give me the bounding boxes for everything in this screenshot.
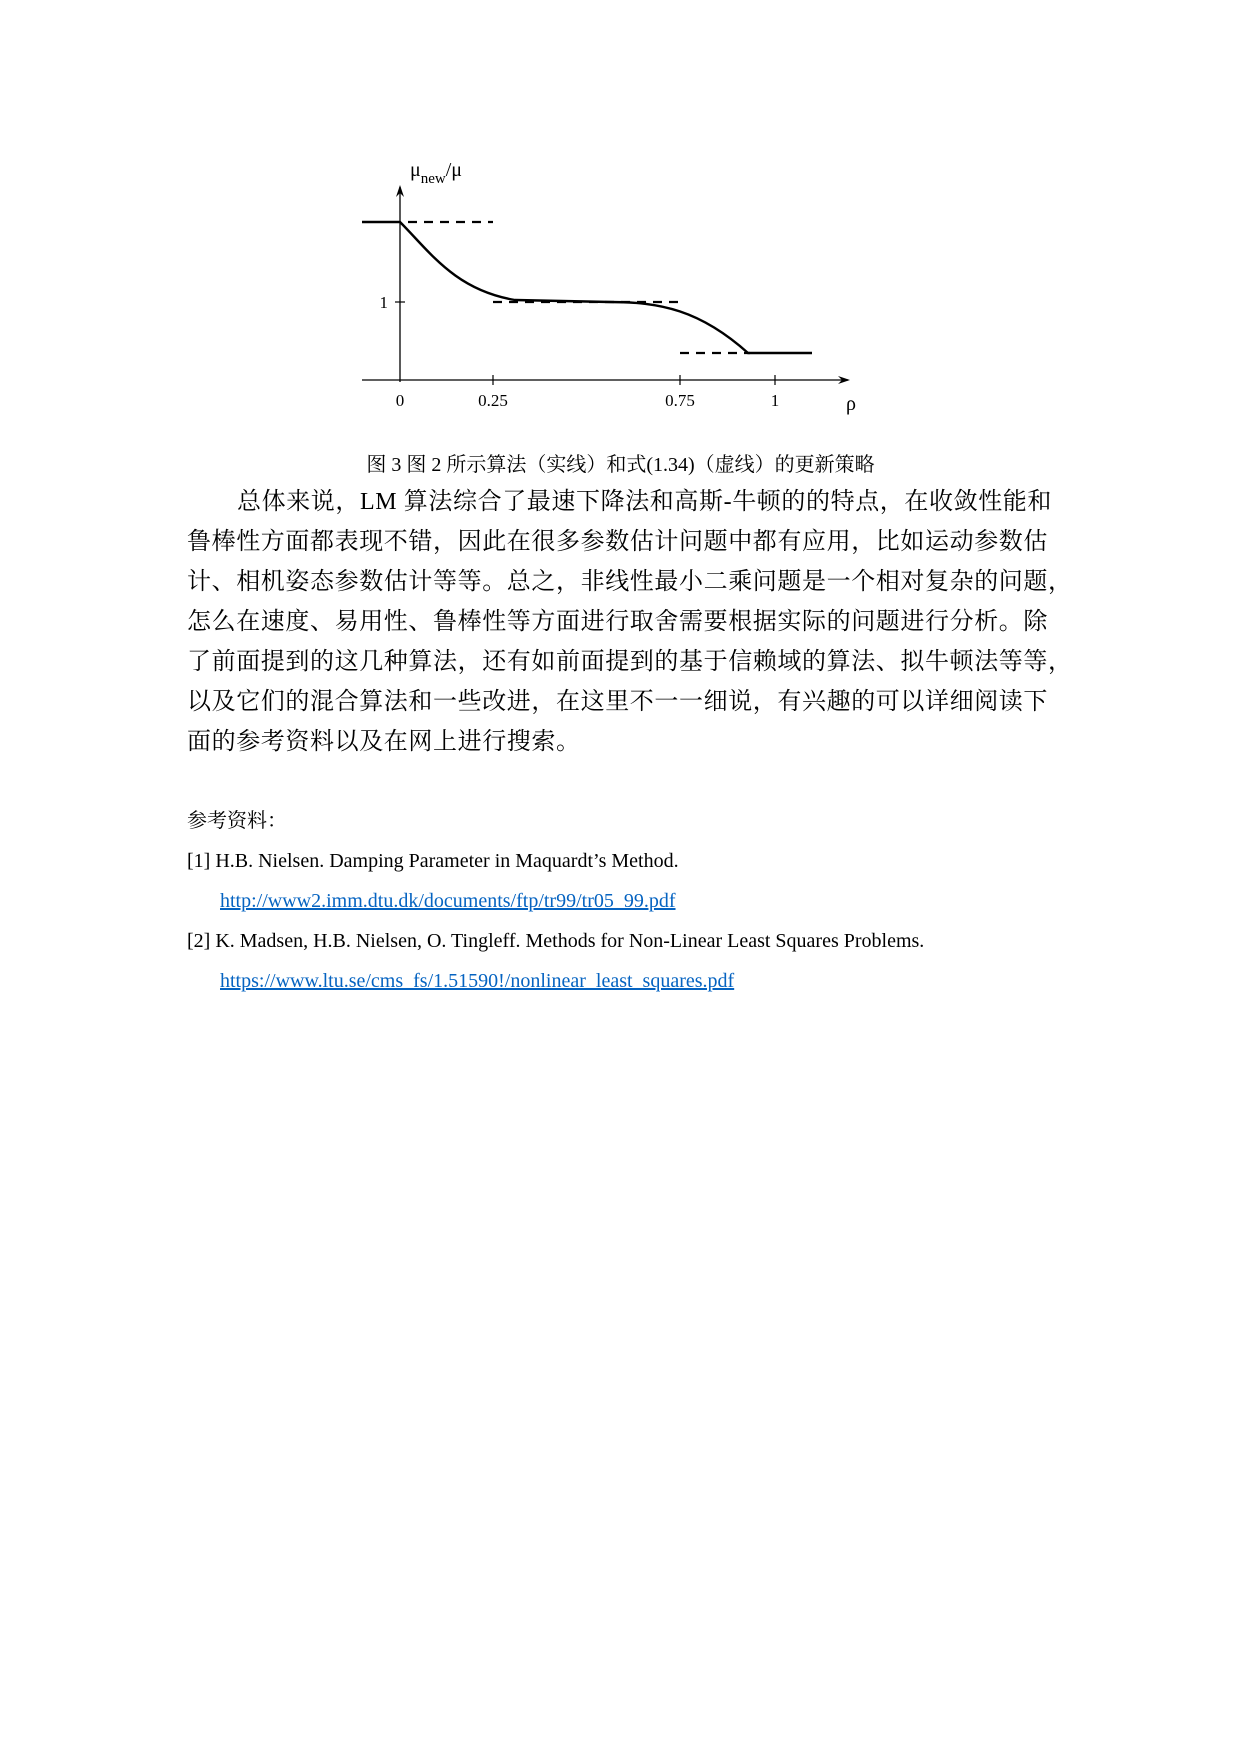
paragraph-line: 总体来说，LM 算法综合了最速下降法和高斯-牛顿的的特点，在收敛性能和 — [237, 489, 1052, 515]
x-tick-label: 0.25 — [478, 391, 508, 410]
x-tick-label: 0 — [395, 391, 405, 410]
reference-item: [2] K. Madsen, H.B. Nielsen, O. Tingleff. Methods for Non-Linear Least Squares Problems. — [187, 930, 925, 952]
chart-svg — [340, 150, 900, 440]
paragraph-line: 了前面提到的这几种算法，还有如前面提到的基于信赖域的算法、拟牛顿法等等， — [187, 649, 1073, 675]
paragraph-line: 怎么在速度、易用性、鲁棒性等方面进行取舍需要根据实际的问题进行分析。除 — [187, 609, 1048, 635]
x-axis-label: ρ — [846, 393, 856, 415]
update-strategy-figure — [340, 150, 900, 440]
x-tick-label: 1 — [770, 391, 780, 410]
references-section — [187, 808, 1087, 1008]
paragraph-line: 鲁棒性方面都表现不错，因此在很多参数估计问题中都有应用，比如运动参数估 — [187, 529, 1048, 555]
paragraph-line: 以及它们的混合算法和一些改进，在这里不一一细说，有兴趣的可以详细阅读下 — [187, 689, 1048, 715]
paragraph-line: 面的参考资料以及在网上进行搜索。 — [187, 729, 581, 755]
dashed-series — [408, 222, 750, 353]
body-paragraph — [187, 482, 1073, 762]
paragraph-line: 计、相机姿态参数估计等等。总之，非线性最小二乘问题是一个相对复杂的问题， — [187, 569, 1073, 595]
references-heading: 参考资料： — [187, 810, 287, 832]
reference-link[interactable]: http://www2.imm.dtu.dk/documents/ftp/tr99/tr05_99.pdf — [220, 890, 676, 912]
reference-link[interactable]: https://www.ltu.se/cms_fs/1.51590!/nonlinear_least_squares.pdf — [220, 970, 735, 992]
figure-caption: 图 3 图 2 所示算法（实线）和式(1.34)（虚线）的更新策略 — [366, 454, 875, 476]
reference-item: [1] H.B. Nielsen. Damping Parameter in Maquardt’s Method. — [187, 850, 679, 872]
y-tick-label: 1 — [379, 293, 388, 312]
y-axis-label: $\mu_{new}/\mu$ — [410, 159, 463, 187]
solid-series — [362, 222, 812, 353]
x-tick-label: 0.75 — [665, 391, 695, 410]
